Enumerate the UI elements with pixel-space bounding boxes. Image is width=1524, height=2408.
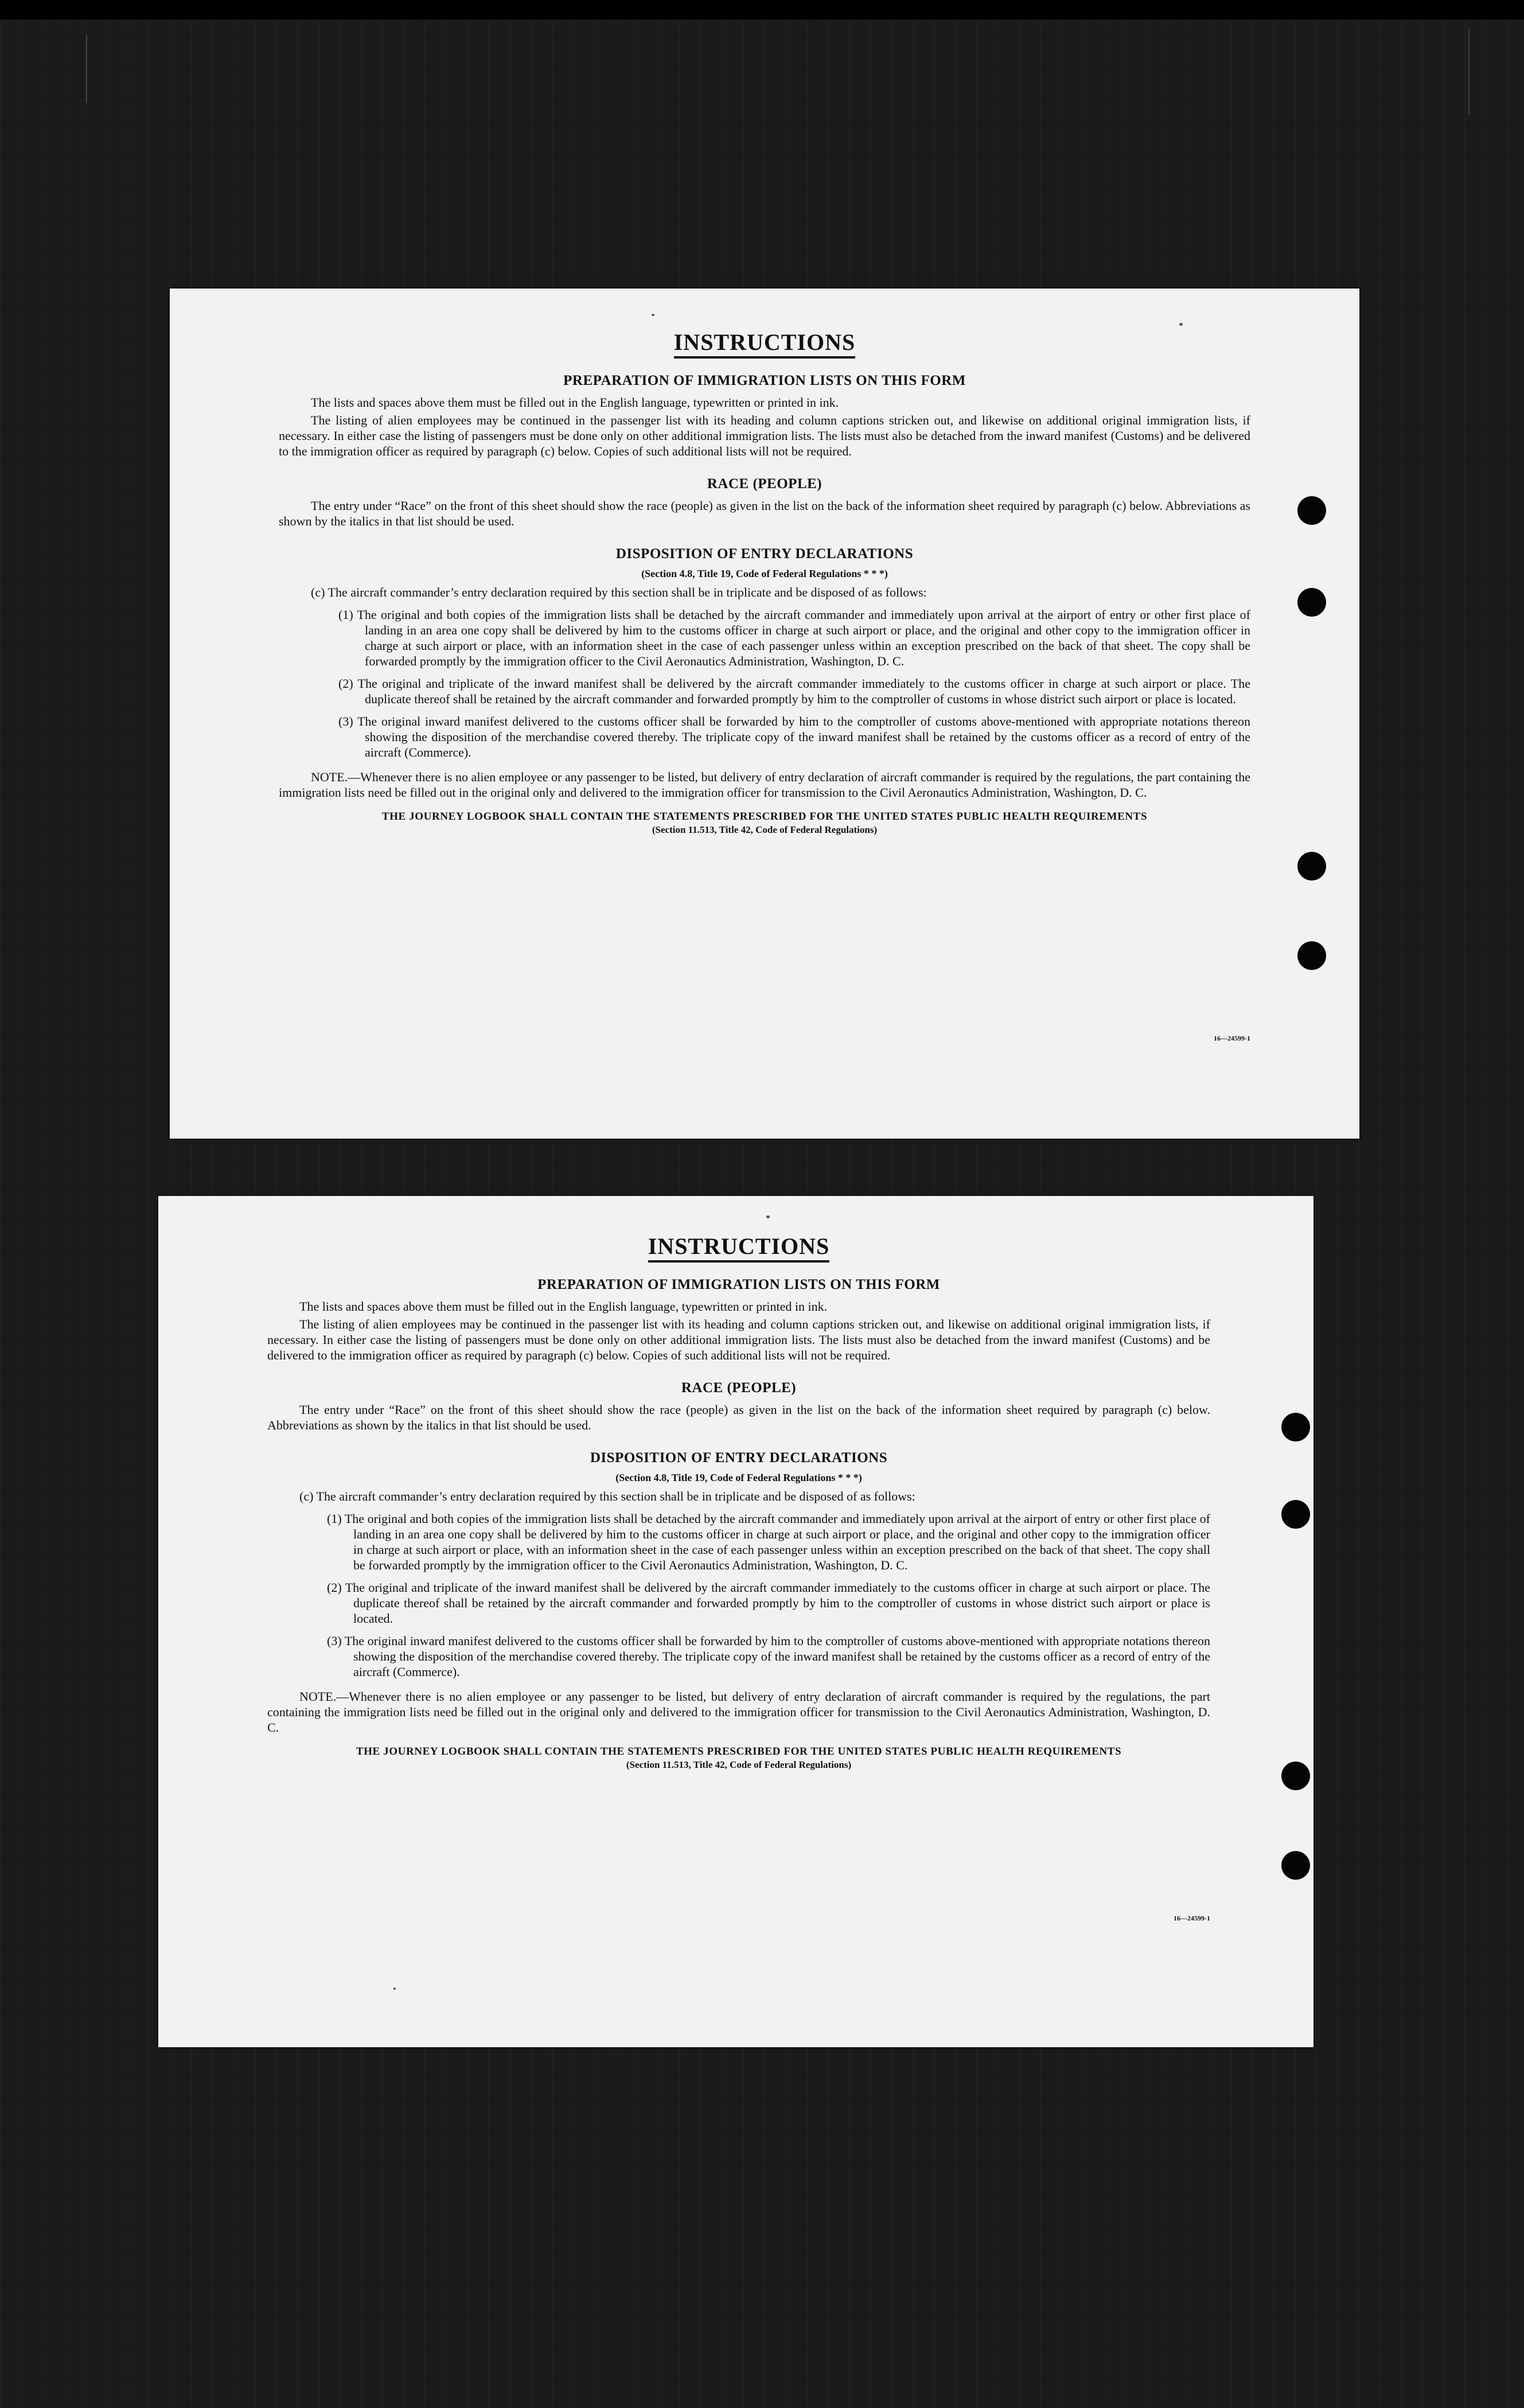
punch-hole-icon [1281, 1851, 1310, 1880]
punch-hole-icon [1281, 1500, 1310, 1529]
regulation-reference: (Section 4.8, Title 19, Code of Federal Regulations * * *) [615, 1472, 862, 1483]
list-item-1: (1) The original and both copies of the immigration lists shall be detached by the aircraft commander and immediately upon arrival at the airport of entry or other first place of landing in an area one copy shall be delivered by him to the customs officer in charge at such airport or place, and the original and other copy to the immigration officer in charge at such airport or place, with an information sheet in the case of each passenger unless within an exception prescribed on the back of that sheet. The copy shall be forwarded promptly by the immigration officer to the Civil Aeronautics Administration, Washington, D. C. [327, 1511, 1210, 1572]
punch-hole-icon [1297, 941, 1326, 970]
punch-hole-icon [1297, 588, 1326, 617]
list-item-2: (2) The original and triplicate of the inward manifest shall be delivered by the aircraft commander immediately to the customs officer in charge at such airport or place. The duplicate thereof shall be retained by the aircraft commander and forwarded promptly by him to the comptroller of customs in whose district such airport or place is located. [338, 676, 1250, 706]
note-paragraph: NOTE.—Whenever there is no alien employee or any passenger to be listed, but delivery of entry declaration of aircraft commander is required by the regulations, the part containing the immigration lists need be filled out in the original only and delivered to the immigration officer for transmission to the Civil Aeronautics Administration, Washington, D. C. [267, 1689, 1210, 1735]
punch-hole-icon [1297, 852, 1326, 880]
paragraph-race: The entry under “Race” on the front of this sheet should show the race (people) as given in the list on the back of the information sheet required by paragraph (c) below. Abbreviations as shown by the italics in that list should be used. [279, 498, 1250, 528]
paragraph-lists-language: The lists and spaces above them must be filled out in the English language, typewritten or printed in ink. [311, 395, 839, 410]
regulation-reference: (Section 4.8, Title 19, Code of Federal Regulations * * *) [641, 568, 888, 579]
section-heading-race: RACE (PEOPLE) [707, 476, 823, 492]
punch-hole-icon [1281, 1762, 1310, 1790]
paragraph-entry-declaration: (c) The aircraft commander’s entry declaration required by this section shall be in triplicate and be disposed of as follows: [299, 1489, 915, 1503]
paragraph-alien-employees: The listing of alien employees may be continued in the passenger list with its heading and column captions stricken out, and likewise on additional original immigration lists, if necessary. In either case the listing of passengers must be done only on other additional immigration lists. The lists must also be detached from the inward manifest (Customs) and be delivered to the immigration officer as required by paragraph (c) below. Copies of such additional lists will not be required. [267, 1317, 1210, 1362]
film-scratch [1468, 29, 1470, 115]
section-heading-preparation: PREPARATION OF IMMIGRATION LISTS ON THIS FORM [563, 373, 966, 388]
list-item-2: (2) The original and triplicate of the inward manifest shall be delivered by the aircraft commander immediately to the customs officer in charge at such airport or place. The duplicate thereof shall be retained by the aircraft commander and forwarded promptly by him to the comptroller of customs in whose district such airport or place is located. [327, 1580, 1210, 1626]
section-heading-race: RACE (PEOPLE) [681, 1380, 797, 1396]
list-item-3: (3) The original inward manifest delivered to the customs officer shall be forwarded by him to the comptroller of customs above-mentioned with appropriate notations thereon showing the disposition of the merchandise covered thereby. The triplicate copy of the inward manifest shall be retained by the customs officer as a record of entry of the aircraft (Commerce). [338, 714, 1250, 759]
section-heading-preparation: PREPARATION OF IMMIGRATION LISTS ON THIS FORM [537, 1277, 940, 1292]
note-paragraph: NOTE.—Whenever there is no alien employee or any passenger to be listed, but delivery of entry declaration of aircraft commander is required by the regulations, the part containing the immigration lists need be filled out in the original only and delivered to the immigration officer for transmission to the Civil Aeronautics Administration, Washington, D. C. [279, 770, 1250, 800]
speck [766, 1215, 770, 1218]
punch-hole-icon [1281, 1413, 1310, 1441]
speck [1179, 323, 1183, 326]
form-number: 16—24599-1 [1214, 1034, 1250, 1042]
paragraph-entry-declaration: (c) The aircraft commander’s entry declaration required by this section shall be in triplicate and be disposed of as follows: [311, 585, 927, 599]
logbook-reference: (Section 11.513, Title 42, Code of Federal Regulations) [626, 1759, 852, 1770]
paragraph-race: The entry under “Race” on the front of this sheet should show the race (people) as given in the list on the back of the information sheet required by paragraph (c) below. Abbreviations as shown by the italics in that list should be used. [267, 1402, 1210, 1432]
instruction-sheet-bottom [158, 1196, 1313, 2047]
instruction-sheet-top [170, 289, 1359, 1139]
list-item-3: (3) The original inward manifest delivered to the customs officer shall be forwarded by him to the comptroller of customs above-mentioned with appropriate notations thereon showing the disposition of the merchandise covered thereby. The triplicate copy of the inward manifest shall be retained by the customs officer as a record of entry of the aircraft (Commerce). [327, 1634, 1210, 1679]
punch-hole-icon [1297, 496, 1326, 525]
paragraph-alien-employees: The listing of alien employees may be continued in the passenger list with its heading and column captions stricken out, and likewise on additional original immigration lists, if necessary. In either case the listing of passengers must be done only on other additional immigration lists. The lists must also be detached from the inward manifest (Customs) and be delivered to the immigration officer as required by paragraph (c) below. Copies of such additional lists will not be required. [279, 413, 1250, 458]
film-scratch [86, 34, 87, 103]
section-heading-disposition: DISPOSITION OF ENTRY DECLARATIONS [615, 546, 914, 562]
sheet-content [158, 1233, 1313, 1771]
list-item-1: (1) The original and both copies of the immigration lists shall be detached by the aircraft commander and immediately upon arrival at the airport of entry or other first place of landing in an area one copy shall be delivered by him to the customs officer in charge at such airport or place, and the original and other copy to the immigration officer in charge at such airport or place, with an information sheet in the case of each passenger unless within an exception prescribed on the back of that sheet. The copy shall be forwarded promptly by the immigration officer to the Civil Aeronautics Administration, Washington, D. C. [338, 607, 1250, 668]
speck [652, 314, 654, 316]
logbook-reference: (Section 11.513, Title 42, Code of Federal Regulations) [652, 824, 878, 835]
logbook-statement: THE JOURNEY LOGBOOK SHALL CONTAIN THE STATEMENTS PRESCRIBED FOR THE UNITED STATES PUBLIC HEALTH REQUIREMENTS [356, 1745, 1122, 1758]
section-heading-disposition: DISPOSITION OF ENTRY DECLARATIONS [590, 1450, 888, 1466]
logbook-statement: THE JOURNEY LOGBOOK SHALL CONTAIN THE STATEMENTS PRESCRIBED FOR THE UNITED STATES PUBLIC HEALTH REQUIREMENTS [381, 811, 1148, 823]
paragraph-lists-language: The lists and spaces above them must be filled out in the English language, typewritten or printed in ink. [299, 1299, 828, 1314]
film-top-border [0, 0, 1524, 20]
form-number: 16—24599-1 [1174, 1914, 1210, 1922]
sheet-title: INSTRUCTIONS [267, 1233, 1210, 1260]
sheet-content [170, 329, 1359, 836]
speck [393, 1988, 396, 1990]
sheet-title: INSTRUCTIONS [279, 329, 1250, 356]
